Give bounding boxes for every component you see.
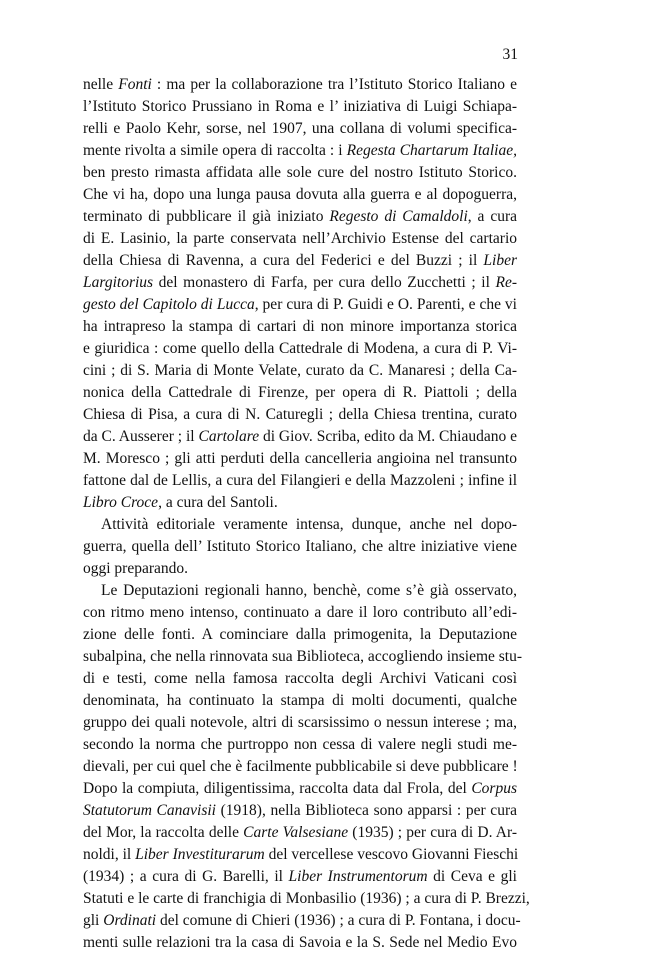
text-run: del comune di Chieri (1936) ; a cura di P. Fontana, i docu- bbox=[156, 912, 521, 929]
text-run: relli e Paolo Kehr, sorse, nel 1907, una collana di volumi specifica- bbox=[83, 120, 517, 137]
text-line bbox=[83, 74, 517, 96]
text-line bbox=[83, 316, 517, 338]
italic-text: Fonti bbox=[118, 76, 152, 93]
text-line bbox=[83, 536, 517, 558]
text-line bbox=[83, 602, 517, 624]
text-run: con ritmo meno intenso, continuato a dare il loro contributo all’edi- bbox=[83, 604, 517, 621]
text-run: della Chiesa di Ravenna, a cura del Federici e del Buzzi ; il bbox=[83, 252, 484, 269]
text-run: del monastero di Farfa, per cura dello Zucchetti ; il bbox=[153, 274, 496, 291]
text-run: noldi, il bbox=[83, 846, 136, 863]
body-text bbox=[83, 74, 530, 954]
italic-text: Liber Instrumentorum bbox=[288, 868, 428, 885]
italic-text: Libro Croce bbox=[83, 494, 159, 511]
text-run: menti sulle relazioni tra la casa di Savoia e la S. Sede nel Medio Evo bbox=[83, 934, 517, 951]
text-run: mente rivolta a simile opera di raccolta : i bbox=[83, 142, 347, 159]
text-run: guerra, quella dell’ Istituto Storico Italiano, che altre iniziative viene bbox=[83, 538, 517, 555]
text-run: subalpina, che nella rinnovata sua Biblioteca, accogliendo insieme stu- bbox=[83, 648, 523, 665]
text-run: di E. Lasinio, la parte conservata nell’Archivio Estense del cartario bbox=[83, 230, 517, 247]
text-line bbox=[83, 206, 517, 228]
text-run: del vercellese vescovo Giovanni Fieschi bbox=[264, 846, 519, 863]
italic-text: Carte Valsesiane bbox=[243, 824, 349, 841]
text-run: M. Moresco ; gli atti perduti della cancelleria angioina nel transunto bbox=[83, 450, 517, 467]
italic-text: Ordinati bbox=[103, 912, 157, 929]
text-run: gruppo dei quali notevole, altri di scarsissimo o nessun interese ; ma, bbox=[83, 714, 517, 731]
text-line bbox=[83, 140, 517, 162]
text-run: (1935) ; per cura di D. Ar- bbox=[348, 824, 517, 841]
text-run: gli bbox=[83, 912, 104, 929]
text-line bbox=[83, 228, 517, 250]
text-line bbox=[83, 668, 517, 690]
italic-text: Regesta Chartarum Italiae, bbox=[346, 142, 517, 159]
text-run: (1918), nella Biblioteca sono apparsi : per cura bbox=[215, 802, 517, 819]
text-line bbox=[83, 404, 517, 426]
text-run: l’Istituto Storico Prussiano in Roma e l’ iniziativa di Luigi Schiapa- bbox=[83, 98, 517, 115]
text-run: Chiesa di Pisa, a cura di N. Caturegli ; della Chiesa trentina, curato bbox=[83, 406, 517, 423]
text-run: terminato di pubblicare il già iniziato bbox=[83, 208, 330, 225]
text-line bbox=[83, 492, 517, 514]
text-line bbox=[83, 426, 517, 448]
text-run: denominata, ha continuato la stampa di molti documenti, qualche bbox=[83, 692, 517, 709]
text-line bbox=[83, 932, 517, 954]
text-run: : ma per la collaborazione tra l’Istituto Storico Italiano e bbox=[151, 76, 518, 93]
text-run: ha intrapreso la stampa di cartari di non minore importanza storica bbox=[83, 318, 517, 335]
text-line bbox=[83, 888, 530, 910]
text-line bbox=[83, 734, 517, 756]
text-run: cini ; di S. Maria di Monte Velate, curato da C. Manaresi ; della Ca- bbox=[83, 362, 517, 379]
italic-text: Liber Investiturarum bbox=[135, 846, 265, 863]
text-line bbox=[83, 756, 517, 778]
text-line bbox=[83, 778, 517, 800]
italic-text: Largitorius bbox=[83, 274, 154, 291]
text-run: di Giov. Scriba, edito da M. Chiaudano e bbox=[259, 428, 517, 445]
text-run: , a cura bbox=[467, 208, 517, 225]
text-line bbox=[83, 844, 517, 866]
text-line bbox=[83, 580, 517, 602]
text-run: secondo la norma che purtroppo non cessa di valere negli studi me- bbox=[83, 736, 517, 753]
text-run: (1934) ; a cura di G. Barelli, il bbox=[83, 868, 289, 885]
text-line bbox=[83, 514, 517, 536]
text-run: Attività editoriale veramente intensa, dunque, anche nel dopo- bbox=[101, 516, 517, 533]
text-line bbox=[83, 272, 517, 294]
text-run: oggi preparando. bbox=[83, 560, 189, 577]
text-line bbox=[83, 118, 517, 140]
text-run: Statuti e le carte di franchigia di Monbasilio (1936) ; a cura di P. Brezzi, bbox=[83, 890, 530, 907]
text-run: Dopo la compiuta, diligentissima, raccolta data dal Frola, del bbox=[83, 780, 472, 797]
text-line bbox=[83, 910, 521, 932]
italic-text: Re- bbox=[495, 274, 517, 291]
text-line bbox=[83, 250, 517, 272]
text-run: fattone dal de Lellis, a cura del Filangieri e della Mazzoleni ; infine il bbox=[83, 472, 517, 489]
text-line bbox=[83, 624, 517, 646]
text-run: ben presto rimasta affidata alle sole cure del nostro Istituto Storico. bbox=[83, 164, 517, 181]
text-line bbox=[83, 712, 517, 734]
italic-text: gesto del Capitolo di Lucca bbox=[83, 296, 255, 313]
italic-text: Liber bbox=[483, 252, 517, 269]
text-line bbox=[83, 294, 517, 316]
text-run: Che vi ha, dopo una lunga pausa dovuta alla guerra e al dopoguerra, bbox=[83, 186, 517, 203]
text-line bbox=[83, 338, 517, 360]
italic-text: Statutorum Canavisii bbox=[83, 802, 216, 819]
text-run: dievali, per cui quel che è facilmente pubblicabile si deve pubblicare ! bbox=[83, 758, 518, 775]
text-run: del Mor, la raccolta delle bbox=[83, 824, 244, 841]
italic-text: Corpus bbox=[471, 780, 517, 797]
text-run: e giuridica : come quello della Cattedrale di Modena, a cura di P. Vi- bbox=[83, 340, 517, 357]
text-line bbox=[83, 96, 517, 118]
italic-text: Cartolare bbox=[198, 428, 260, 445]
page-number: 31 bbox=[502, 46, 518, 63]
text-line bbox=[83, 184, 517, 206]
text-run: , a cura del Santoli. bbox=[158, 494, 278, 511]
text-run: nonica della Cattedrale di Firenze, per opera di R. Piattoli ; della bbox=[83, 384, 517, 401]
text-line bbox=[83, 646, 523, 668]
text-line bbox=[83, 800, 517, 822]
text-run: nelle bbox=[83, 76, 119, 93]
text-line bbox=[83, 360, 517, 382]
text-run: di Ceva e gli bbox=[427, 868, 517, 885]
text-line bbox=[83, 162, 517, 184]
text-line bbox=[83, 866, 517, 888]
text-line bbox=[83, 822, 517, 844]
italic-text: Regesto di Camaldoli bbox=[329, 208, 468, 225]
text-run: Le Deputazioni regionali hanno, benchè, come s’è già osservato, bbox=[101, 582, 517, 599]
text-line bbox=[83, 690, 517, 712]
text-run: , per cura di P. Guidi e O. Parenti, e che vi bbox=[254, 296, 517, 313]
text-run: di e testi, come nella famosa raccolta degli Archivi Vaticani così bbox=[83, 670, 517, 687]
text-line bbox=[83, 558, 517, 580]
text-line bbox=[83, 470, 517, 492]
text-run: da C. Ausserer ; il bbox=[83, 428, 199, 445]
text-line bbox=[83, 448, 517, 470]
text-run: zione delle fonti. A cominciare dalla primogenita, la Deputazione bbox=[83, 626, 517, 643]
text-line bbox=[83, 382, 517, 404]
